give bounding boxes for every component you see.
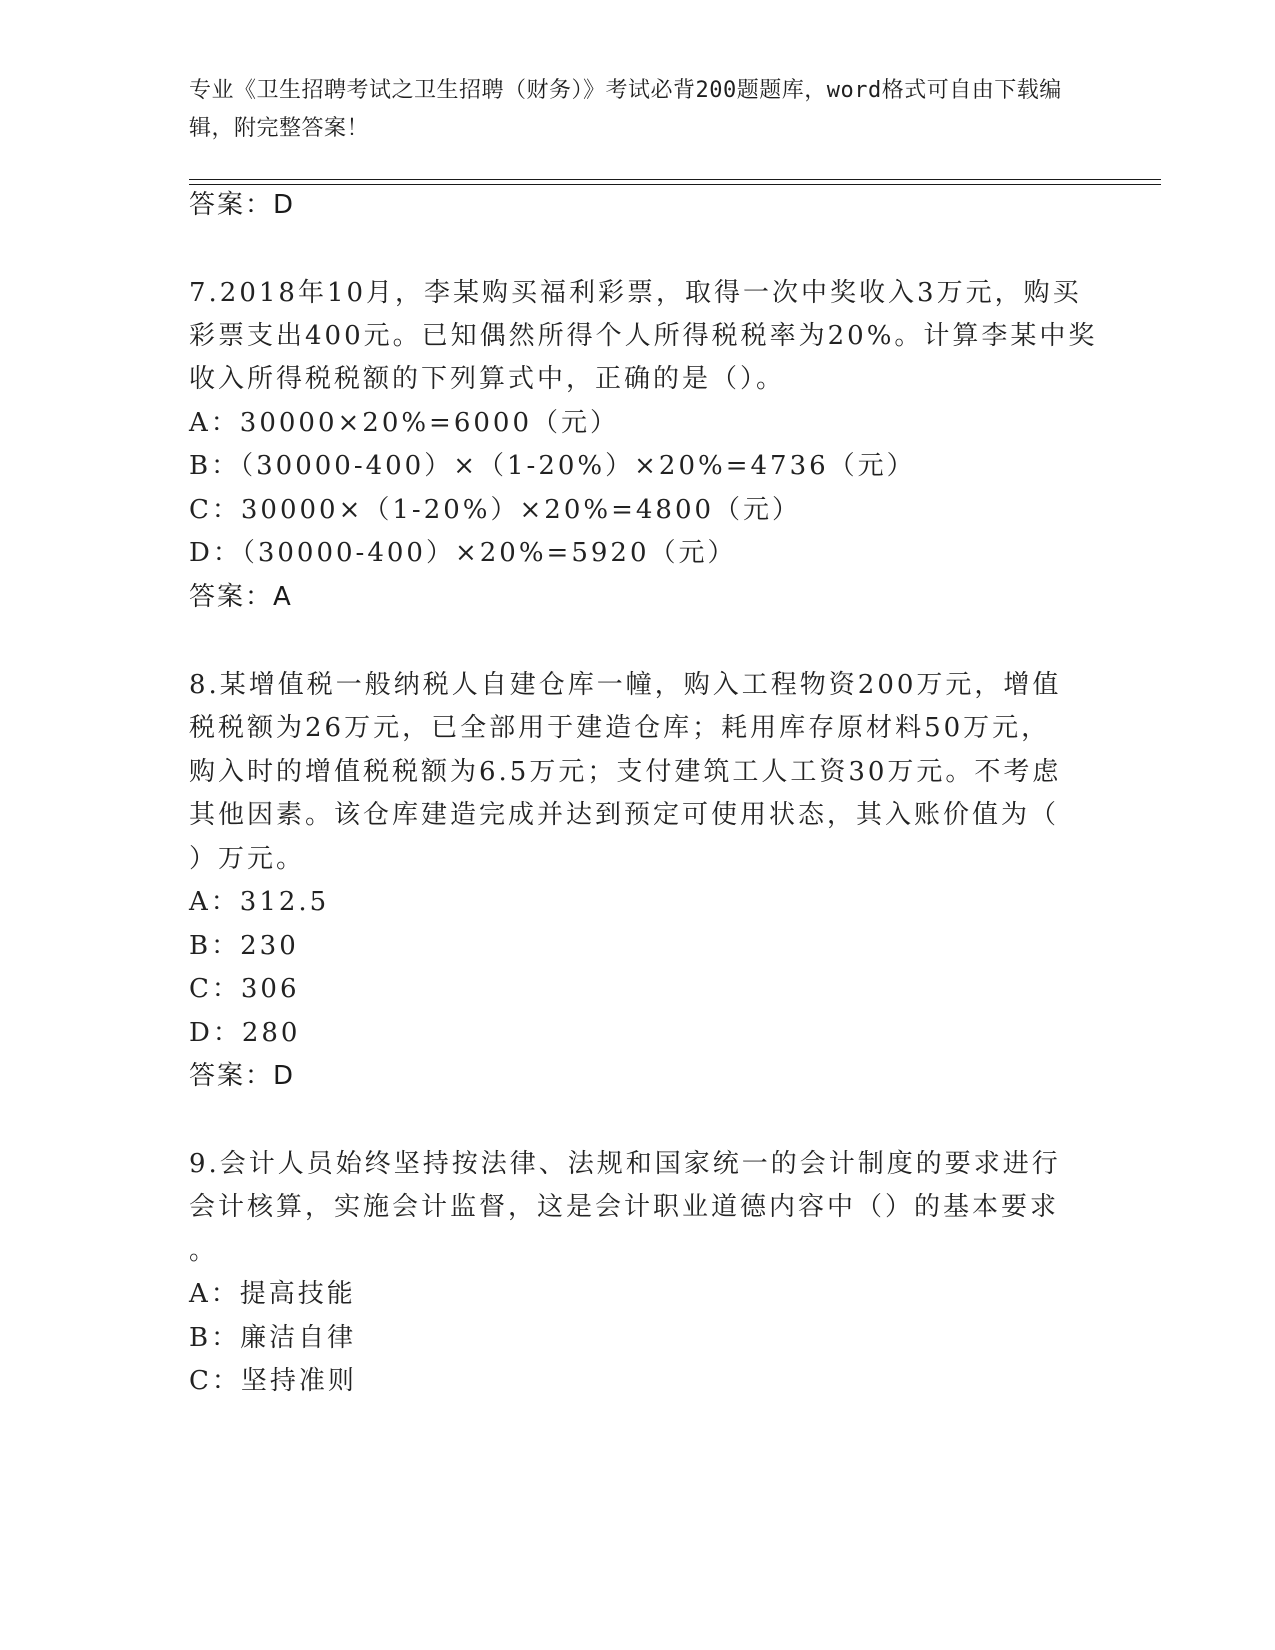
document-header: 专业《卫生招聘考试之卫生招聘（财务）》考试必背200题题库，word格式可自由下载编辑，附完整答案！ (189, 78, 1062, 141)
question-8-line: 其他因素。该仓库建造完成并达到预定可使用状态，其入账价值为（ (189, 800, 1060, 830)
question-7-line: 彩票支出400元。已知偶然所得个人所得税税率为20%。计算李某中奖 (189, 321, 1098, 351)
question-7-option-d: D：（30000-400）×20%=5920（元） (189, 538, 737, 568)
question-8-option-c: C：306 (189, 974, 300, 1004)
question-8-option-d: D：280 (189, 1018, 301, 1048)
question-8-line: 购入时的增值税税额为6.5万元；支付建筑工人工资30万元。不考虑 (189, 757, 1062, 787)
question-8-answer: 答案：D (189, 1061, 296, 1091)
question-9-line: 9.会计人员始终坚持按法律、法规和国家统一的会计制度的要求进行 (189, 1149, 1061, 1179)
question-7-option-c: C：30000×（1-20%）×20%=4800（元） (189, 495, 802, 525)
question-7-answer: 答案：A (189, 582, 293, 612)
question-9-option-b: B：廉洁自律 (189, 1323, 357, 1353)
question-9-option-c: C：坚持准则 (189, 1366, 357, 1396)
question-8-line: ）万元。 (189, 844, 306, 874)
question-8-line: 税税额为26万元，已全部用于建造仓库；耗用库存原材料50万元， (189, 713, 1051, 743)
header-rule-top (189, 179, 1161, 180)
question-7-line: 收入所得税税额的下列算式中，正确的是（）。 (189, 364, 786, 394)
question-8-line: 8.某增值税一般纳税人自建仓库一幢，购入工程物资200万元，增值 (189, 670, 1062, 700)
question-7-option-a: A：30000×20%=6000（元） (189, 408, 620, 438)
question-9-line: 。 (189, 1236, 219, 1266)
question-7-option-b: B：（30000-400）×（1-20%）×20%=4736（元） (189, 451, 916, 481)
answer-line: 答案：D (189, 190, 296, 220)
question-9-option-a: A：提高技能 (189, 1279, 356, 1309)
question-8-option-a: A：312.5 (189, 887, 330, 917)
question-8-option-b: B：230 (189, 931, 299, 961)
header-rule-bottom (189, 184, 1161, 185)
question-9-line: 会计核算，实施会计监督，这是会计职业道德内容中（）的基本要求 (189, 1192, 1060, 1222)
question-7-line: 7.2018年10月，李某购买福利彩票，取得一次中奖收入3万元，购买 (189, 278, 1082, 308)
